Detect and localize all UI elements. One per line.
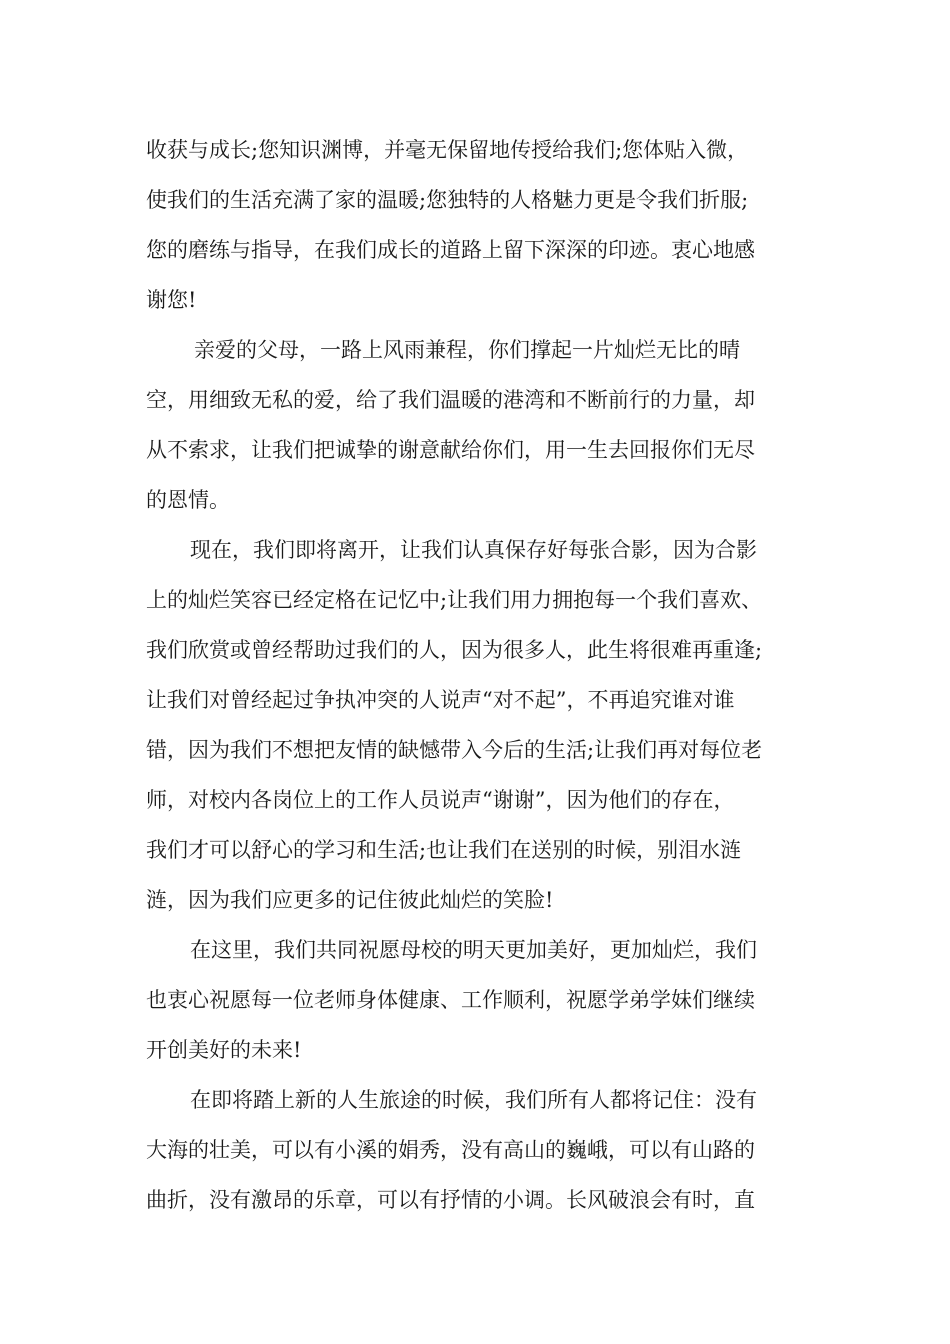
text-line: 涟，因为我们应更多的记住彼此灿烂的笑脸! <box>146 888 554 912</box>
text-line: 开创美好的未来! <box>146 1038 302 1062</box>
text-line: 空，用细致无私的爱，给了我们温暖的港湾和不断前行的力量，却 <box>146 388 755 412</box>
text-line: 在这里，我们共同祝愿母校的明天更加美好，更加灿烂，我们 <box>190 938 757 962</box>
text-line: 让我们对曾经起过争执冲突的人说声“对不起”，不再追究谁对谁 <box>146 688 735 712</box>
text-line: 也衷心祝愿每一位老师身体健康、工作顺利，祝愿学弟学妹们继续 <box>146 988 755 1012</box>
text-line: 现在，我们即将离开，让我们认真保存好每张合影，因为合影 <box>190 538 757 562</box>
text-line: 使我们的生活充满了家的温暖;您独特的人格魅力更是令我们折服; <box>146 188 749 212</box>
text-line: 上的灿烂笑容已经定格在记忆中;让我们用力拥抱每一个我们喜欢、 <box>146 588 763 612</box>
text-line: 错，因为我们不想把友情的缺憾带入今后的生活;让我们再对每位老 <box>146 738 763 762</box>
text-line: 您的磨练与指导，在我们成长的道路上留下深深的印迹。衷心地感 <box>146 238 755 262</box>
text-line: 师，对校内各岗位上的工作人员说声“谢谢”，因为他们的存在， <box>146 788 735 812</box>
text-line: 收获与成长;您知识渊博，并毫无保留地传授给我们;您体贴入微， <box>146 138 749 162</box>
text-line: 曲折，没有激昂的乐章，可以有抒情的小调。长风破浪会有时，直 <box>146 1188 755 1212</box>
text-line: 的恩情。 <box>146 488 230 512</box>
text-line: 在即将踏上新的人生旅途的时候，我们所有人都将记住：没有 <box>190 1088 757 1112</box>
text-line: 我们欣赏或曾经帮助过我们的人，因为很多人，此生将很难再重逢; <box>146 638 763 662</box>
text-line: 我们才可以舒心的学习和生活;也让我们在送别的时候，别泪水涟 <box>146 838 742 862</box>
text-line: 大海的壮美，可以有小溪的娟秀，没有高山的巍峨，可以有山路的 <box>146 1138 755 1162</box>
text-line: 从不索求，让我们把诚挚的谢意献给你们，用一生去回报你们无尽 <box>146 438 755 462</box>
text-line: 亲爱的父母，一路上风雨兼程，你们撑起一片灿烂无比的晴 <box>194 338 740 362</box>
text-line: 谢您! <box>146 288 197 312</box>
